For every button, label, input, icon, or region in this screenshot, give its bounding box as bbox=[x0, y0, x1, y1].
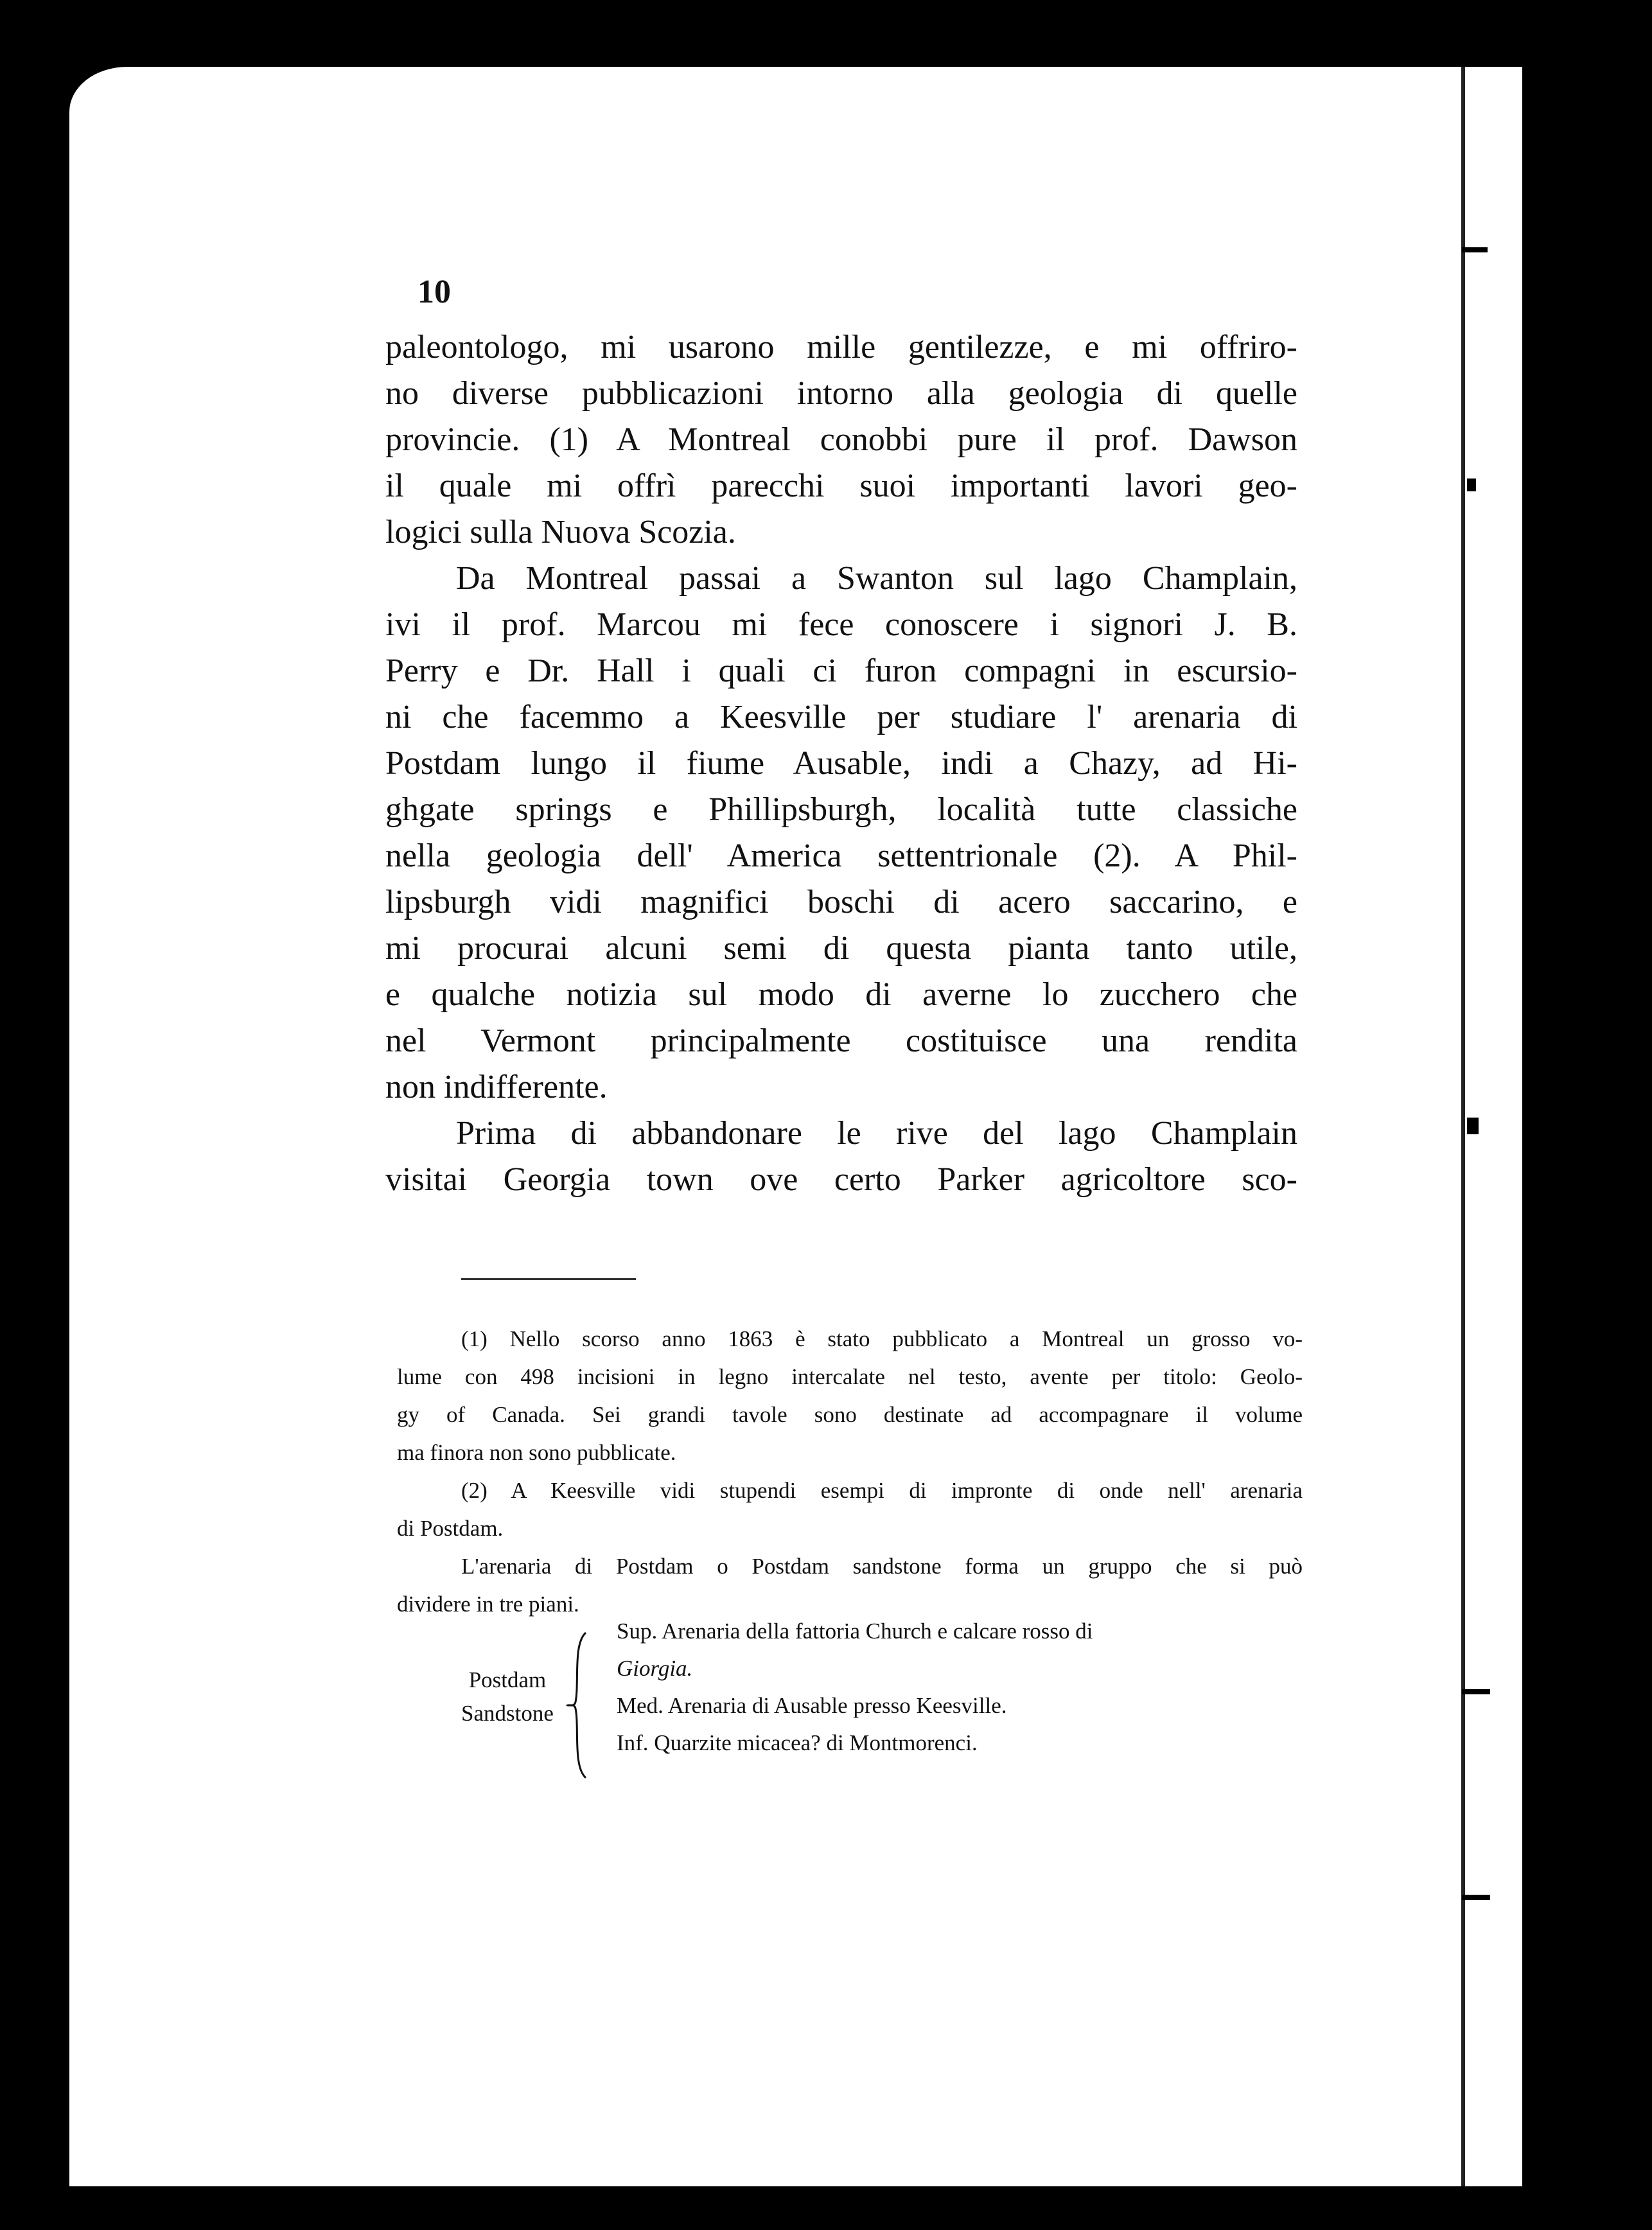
text-line: logici sulla Nuova Scozia. bbox=[385, 514, 736, 550]
scan-border bbox=[1525, 67, 1652, 2230]
footnote-line: lume con 498 incisioni in legno intercalate nel testo, avente per titolo: Geolo- bbox=[397, 1364, 1303, 1389]
strata-label-line: Sandstone bbox=[461, 1701, 554, 1726]
footnote-line: gy of Canada. Sei grandi tavole sono destinate ad accompagnare il volume bbox=[397, 1402, 1303, 1427]
text-line: ni che facemmo a Keesville per studiare l' arenaria di bbox=[385, 699, 1297, 735]
text-line: provincie. (1) A Montreal conobbi pure il prof. Dawson bbox=[385, 421, 1297, 458]
text-line: paleontologo, mi usarono mille gentilezze, e mi offriro- bbox=[385, 329, 1297, 365]
text-line: e qualche notizia sul modo di averne lo zucchero che bbox=[385, 976, 1297, 1013]
edge-mark bbox=[1462, 1689, 1490, 1694]
brace-icon bbox=[564, 1631, 590, 1779]
body-text bbox=[385, 324, 1297, 1203]
edge-mark bbox=[1462, 1895, 1490, 1900]
footnote-line: di Postdam. bbox=[397, 1516, 504, 1541]
edge-mark bbox=[1467, 1118, 1479, 1134]
strata-item: Med. Arenaria di Ausable presso Keesville. bbox=[617, 1693, 1007, 1718]
footnote-rule bbox=[461, 1278, 636, 1280]
text-line: visitai Georgia town ove certo Parker agricoltore sco- bbox=[385, 1161, 1297, 1198]
strata-item: Inf. Quarzite micacea? di Montmorenci. bbox=[617, 1730, 978, 1755]
page-edge bbox=[1461, 67, 1465, 2186]
strata-item: Sup. Arenaria della fattoria Church e calcare rosso di bbox=[617, 1619, 1093, 1644]
footnote-line: (2) A Keesville vidi stupendi esempi di impronte di onde nell' arenaria bbox=[461, 1478, 1303, 1503]
text-line: Postdam lungo il fiume Ausable, indi a Chazy, ad Hi- bbox=[385, 745, 1297, 782]
text-line: Perry e Dr. Hall i quali ci furon compagni in escursio- bbox=[385, 653, 1297, 689]
footnotes bbox=[397, 1320, 1303, 1623]
text-line: mi procurai alcuni semi di questa pianta tanto utile, bbox=[385, 930, 1297, 967]
edge-mark bbox=[1462, 247, 1488, 252]
footnote-line: ma finora non sono pubblicate. bbox=[397, 1440, 676, 1465]
strata-label bbox=[450, 1664, 565, 1730]
text-line: nella geologia dell' America settentrionale (2). A Phil- bbox=[385, 838, 1297, 874]
text-line: Prima di abbandonare le rive del lago Champlain bbox=[456, 1115, 1297, 1152]
text-line: Da Montreal passai a Swanton sul lago Champlain, bbox=[456, 560, 1297, 597]
edge-mark bbox=[1467, 478, 1476, 491]
strata-item: Giorgia. bbox=[617, 1656, 693, 1681]
strata-label-line: Postdam bbox=[468, 1667, 547, 1692]
footnote-line: dividere in tre piani. bbox=[397, 1592, 579, 1617]
text-line: nel Vermont principalmente costituisce una rendita bbox=[385, 1023, 1297, 1059]
text-line: il quale mi offrì parecchi suoi importanti lavori geo- bbox=[385, 468, 1297, 504]
text-line: no diverse pubblicazioni intorno alla geologia di quelle bbox=[385, 375, 1297, 412]
strata-table bbox=[450, 1619, 1304, 1773]
text-line: lipsburgh vidi magnifici boschi di acero saccarino, e bbox=[385, 884, 1297, 920]
text-line: ivi il prof. Marcou mi fece conoscere i signori J. B. bbox=[385, 606, 1297, 643]
page-number: 10 bbox=[417, 274, 451, 310]
footnote-line: L'arenaria di Postdam o Postdam sandstone forma un gruppo che si può bbox=[461, 1554, 1303, 1579]
text-line: ghgate springs e Phillipsburgh, località tutte classiche bbox=[385, 791, 1297, 828]
footnote-line: (1) Nello scorso anno 1863 è stato pubblicato a Montreal un grosso vo- bbox=[461, 1326, 1303, 1351]
text-line: non indifferente. bbox=[385, 1069, 608, 1105]
